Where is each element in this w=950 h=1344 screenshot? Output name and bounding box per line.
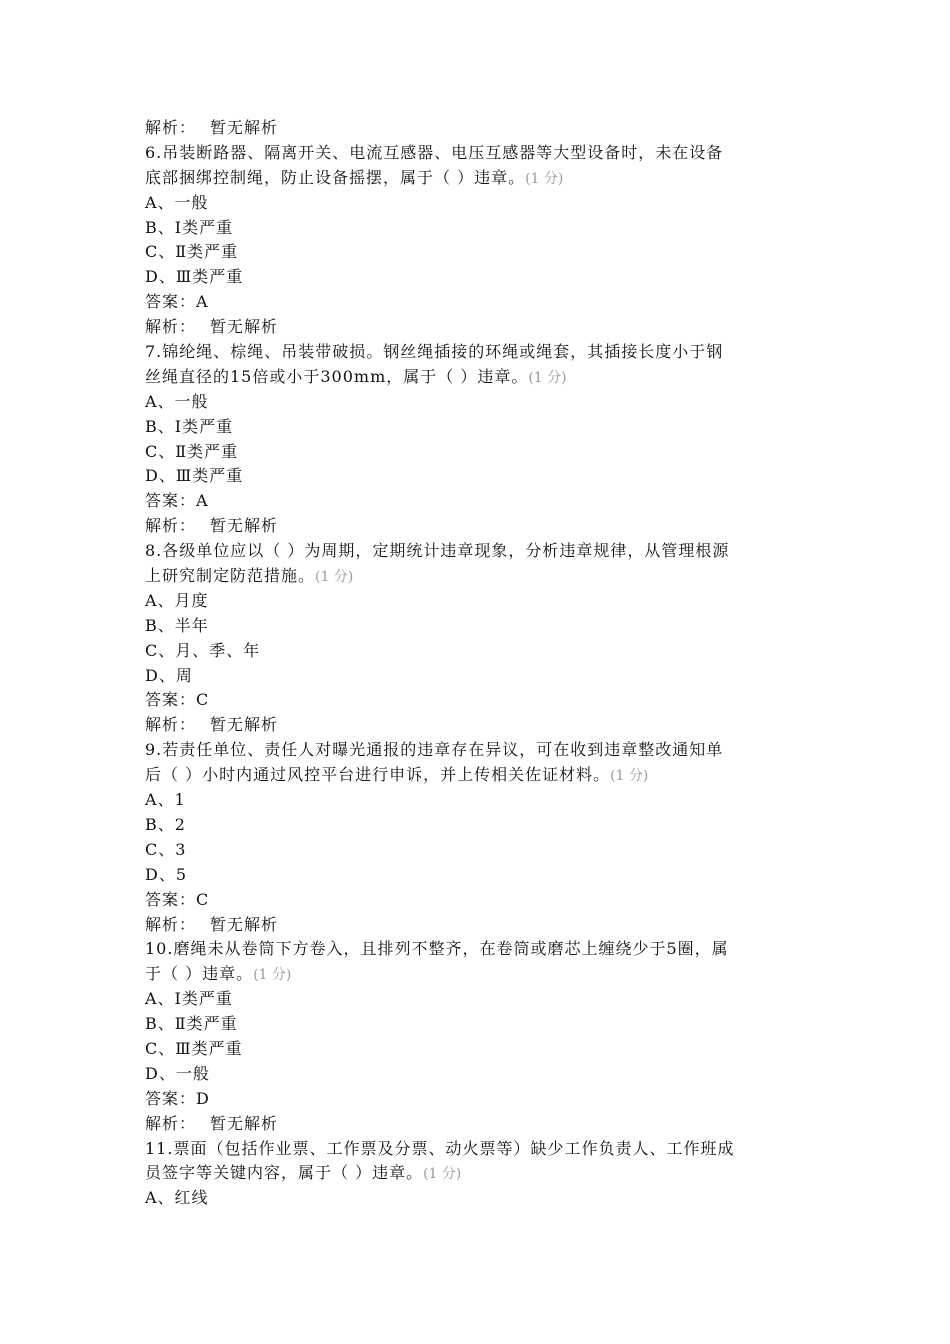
- question-stem-line: [145, 1161, 810, 1186]
- question-stem-text: 员签字等关键内容，属于（ ）违章。: [145, 1163, 424, 1183]
- option-b: B、Ⅱ类严重: [145, 1014, 238, 1034]
- question-stem-text: 丝绳直径的15倍或小于300mm，属于（ ）违章。: [145, 366, 529, 386]
- analysis-value: 暂无解析: [210, 317, 279, 337]
- analysis-value: 暂无解析: [210, 1113, 279, 1133]
- option-a: A、月度: [145, 590, 209, 610]
- option-d: D、Ⅲ类严重: [145, 267, 244, 287]
- option-b: B、Ⅰ类严重: [145, 217, 234, 237]
- answer-line: 答案：C: [145, 889, 210, 909]
- question-stem-text: 于（ ）违章。: [145, 964, 254, 984]
- answer-line: 答案：D: [145, 1088, 210, 1108]
- analysis-label: 解析：: [145, 914, 197, 934]
- option-c: C、月、季、年: [145, 640, 261, 660]
- exam-page: [145, 116, 810, 1211]
- option-a: A、红线: [145, 1188, 209, 1208]
- question-stem-line: 6.吊装断路器、隔离开关、电流互感器、电压互感器等大型设备时，未在设备: [145, 142, 724, 162]
- question-stem-line: 11.票面（包括作业票、工作票及分票、动火票等）缺少工作负责人、工作班成: [145, 1138, 735, 1158]
- question-stem-text: 后（ ）小时内通过风控平台进行申诉，并上传相关佐证材料。: [145, 765, 611, 785]
- question-score: (1 分): [528, 369, 567, 386]
- option-d: D、5: [145, 864, 188, 884]
- question-stem-line: [145, 365, 810, 390]
- analysis-label: 解析：: [145, 1113, 197, 1133]
- option-a: A、一般: [145, 391, 209, 411]
- analysis-value: 暂无解析: [210, 516, 279, 536]
- question-score: (1 分): [610, 768, 649, 785]
- analysis-label: 解析：: [145, 715, 197, 735]
- analysis-value: 暂无解析: [210, 118, 279, 137]
- analysis-label: 解析：: [145, 516, 197, 536]
- analysis-label: 解析：: [145, 118, 197, 137]
- analysis-label: 解析：: [145, 317, 197, 337]
- question-stem-line: 9.若责任单位、责任人对曝光通报的违章存在异议，可在收到违章整改通知单: [145, 740, 724, 760]
- option-d: D、一般: [145, 1063, 210, 1083]
- answer-line: 答案：C: [145, 690, 210, 710]
- option-c: C、3: [145, 839, 187, 859]
- option-c: C、Ⅱ类严重: [145, 441, 239, 461]
- option-a: A、Ⅰ类严重: [145, 989, 233, 1009]
- question-10: [145, 937, 810, 1136]
- option-d: D、周: [145, 665, 193, 685]
- option-b: B、Ⅰ类严重: [145, 416, 234, 436]
- analysis-line: [145, 514, 810, 539]
- question-stem-line: 8.各级单位应以（ ）为周期，定期统计违章现象，分析违章规律，从管理根源: [145, 541, 730, 561]
- analysis-line: [145, 1112, 810, 1137]
- question-score: (1 分): [525, 170, 564, 187]
- question-stem-line: 10.磨绳未从卷筒下方卷入，且排列不整齐，在卷筒或磨芯上缠绕少于5圈，属: [145, 939, 729, 959]
- question-stem-line: [145, 962, 810, 987]
- analysis-value: 暂无解析: [210, 914, 279, 934]
- option-a: A、一般: [145, 192, 209, 212]
- question-9: [145, 738, 810, 937]
- question-stem-line: [145, 564, 810, 589]
- analysis-value: 暂无解析: [210, 715, 279, 735]
- question-stem-text: 底部捆绑控制绳，防止设备摇摆，属于（ ）违章。: [145, 167, 526, 187]
- option-d: D、Ⅲ类严重: [145, 466, 244, 486]
- question-stem-line: [145, 763, 810, 788]
- answer-line: 答案：A: [145, 491, 209, 511]
- analysis-line: [145, 913, 810, 938]
- option-b: B、2: [145, 814, 186, 834]
- option-c: C、Ⅲ类严重: [145, 1038, 243, 1058]
- question-score: (1 分): [315, 569, 354, 586]
- question-score: (1 分): [253, 967, 292, 984]
- question-6: [145, 141, 810, 340]
- answer-line: 答案：A: [145, 292, 209, 312]
- option-a: A、1: [145, 790, 186, 810]
- analysis-line: [145, 315, 810, 340]
- option-c: C、Ⅱ类严重: [145, 242, 239, 262]
- analysis-line: [145, 116, 810, 141]
- question-stem-text: 上研究制定防范措施。: [145, 566, 316, 586]
- analysis-line: [145, 713, 810, 738]
- question-score: (1 分): [423, 1166, 462, 1183]
- question-11: [145, 1137, 810, 1212]
- question-8: [145, 539, 810, 738]
- question-stem-line: 7.锦纶绳、棕绳、吊装带破损。钢丝绳插接的环绳或绳套，其插接长度小于钢: [145, 342, 724, 362]
- question-stem-line: [145, 166, 810, 191]
- question-7: [145, 340, 810, 539]
- option-b: B、半年: [145, 615, 209, 635]
